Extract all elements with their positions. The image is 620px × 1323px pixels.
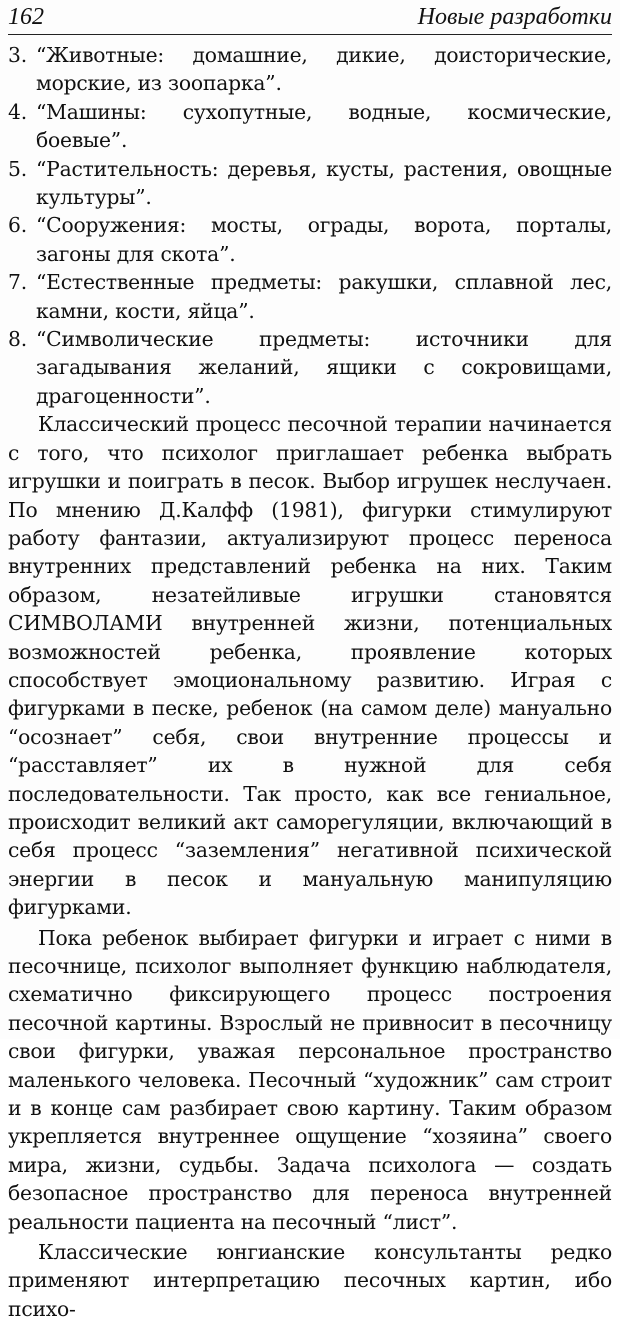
list-text: “Животные: домашние, дикие, доисторические, морские, из зоопарка”.	[36, 43, 612, 96]
list-number: 7.	[8, 270, 27, 295]
page-number: 162	[8, 4, 44, 30]
list-number: 5.	[8, 156, 27, 181]
page-body	[8, 41, 612, 1323]
paragraph: Классический процесс песочной терапии начинается с того, что психолог приглашает ребенка выбрать игрушки и поиграть в песок. Выбор игрушек неслучаен. По мнению Д.Калфф (1981), фигурки стимулируют работу фантазии, актуализируют процесс переноса внутренних представлений ребенка на них. Таким образом, незатейливые игрушки становятся СИМВОЛАМИ внутренней жизни, потенциальных возможностей ребенка, проявление которых способствует эмоциональному развитию. Играя с фигурками в песке, ребенок (на самом деле) мануально “осознает” себя, свои внутренние процессы и “расставляет” их в нужной для себя последовательности. Так просто, как все гениальное, происходит великий акт саморегуляции, включающий в себя процесс “заземления” негативной психической энергии в песок и мануальную манипуляцию фигурками.	[8, 412, 612, 920]
list-item	[8, 41, 612, 98]
list-text: “Растительность: деревья, кусты, растения, овощные культуры”.	[36, 156, 612, 210]
list-number: 6.	[8, 213, 27, 238]
paragraph: Пока ребенок выбирает фигурки и играет с ними в песочнице, психолог выполняет функцию наблюдателя, схематично фиксирующего процесс построения песочной картины. Взрослый не привносит в песочницу свои фигурки, уважая персональное пространство маленького человека. Песочный “художник” сам строит и в конце сам разбирает свою картину. Таким образом укрепляется внутреннее ощущение “хозяина” своего мира, жизни, судьбы. Задача психолога — создать безопасное пространство для переноса внутренней реальности пациента на песочный “лист”.	[8, 925, 612, 1234]
page-header	[8, 2, 612, 35]
list-item	[8, 268, 612, 325]
running-head: Новые разработки	[417, 4, 612, 30]
list-number: 8.	[8, 327, 27, 352]
list-number: 4.	[8, 99, 27, 124]
list-item	[8, 155, 612, 212]
list-text: “Символические предметы: источники для загадывания желаний, ящики с сокровищами, драгоценности”.	[36, 327, 612, 408]
paragraph: Классические юнгианские консультанты редко применяют интерпретацию песочных картин, ибо психо-	[8, 1240, 612, 1321]
list-item	[8, 325, 612, 410]
list-text: “Машины: сухопутные, водные, космические, боевые”.	[36, 99, 612, 153]
list-number: 3.	[8, 43, 27, 67]
list-item	[8, 98, 612, 155]
list-item	[8, 211, 612, 268]
list-text: “Естественные предметы: ракушки, сплавной лес, камни, кости, яйца”.	[36, 270, 612, 323]
list-text: “Сооружения: мосты, ограды, ворота, порталы, загоны для скота”.	[36, 213, 612, 266]
